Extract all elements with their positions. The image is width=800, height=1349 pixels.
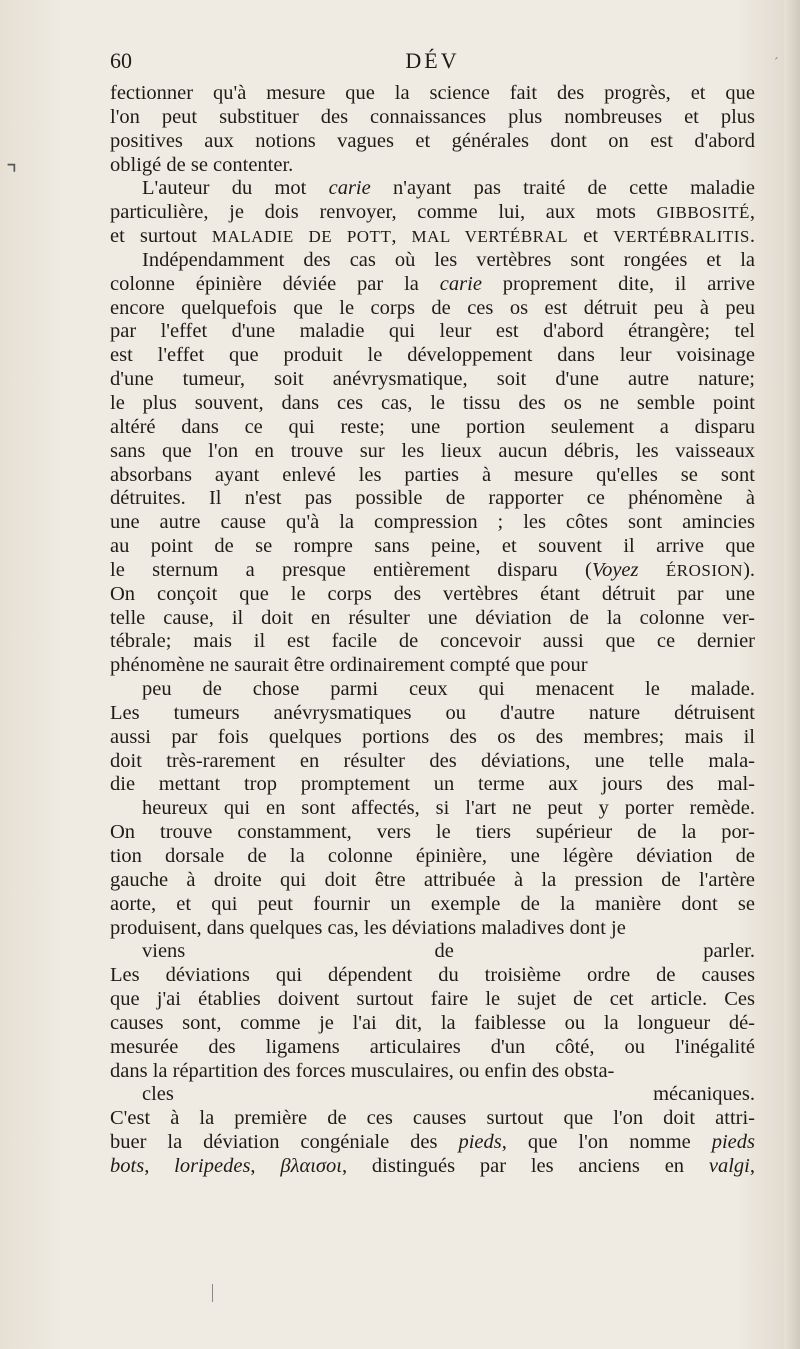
text-line: viens de parler. — [142, 940, 755, 963]
cross-reference-term: VERTÉBRALITIS — [613, 227, 750, 247]
text-line: fectionner qu'à mesure que la science fait des progrès, et que — [110, 82, 755, 104]
text-line: obligé de se contenter. — [110, 153, 294, 176]
margin-bracket-mark: ⌝ — [6, 162, 18, 188]
text-line: tion dorsale de la colonne épinière, une légère déviation de — [110, 845, 755, 867]
text-line: altéré dans ce qui reste; une portion seulement a disparu — [110, 415, 755, 438]
cross-reference-term: MAL VERTÉBRAL — [411, 227, 569, 247]
italic-term: pieds — [458, 1131, 502, 1154]
text-line: absorbans ayant enlevé les parties à mesure qu'elles se sont — [110, 463, 755, 486]
text-line: L'auteur du mot carie n'ayant pas traité de cette maladie — [142, 177, 755, 200]
text-line: produisent, dans quelques cas, les déviations maladives dont je — [110, 916, 626, 939]
text-line: On conçoit que le corps des vertèbres étant détruit par une — [110, 582, 755, 605]
text-line: au point de se rompre sans peine, et souvent il arrive que — [110, 535, 755, 558]
text-line: telle cause, il doit en résulter une déviation de la colonne ver- — [110, 606, 755, 629]
text-line: cles mécaniques. — [142, 1083, 755, 1106]
text-line: dans la répartition des forces musculaires, ou enfin des obsta- — [110, 1059, 615, 1082]
text-line: peu de chose parmi ceux qui menacent le malade. — [142, 678, 755, 701]
text-line: Les tumeurs anévrysmatiques ou d'autre nature détruisent — [110, 701, 755, 724]
text-line: gauche à droite qui doit être attribuée à la pression de l'artère — [110, 868, 755, 891]
text-line: aussi par fois quelques portions des os des membres; mais il — [110, 725, 755, 748]
text-line: bots, loripedes, βλαισοι, distingués par les anciens en valgi, — [110, 1154, 755, 1177]
text-line: sans que l'on en trouve sur les lieux aucun débris, les vaisseaux — [110, 439, 755, 462]
cross-reference-term: ÉROSION — [665, 560, 744, 580]
text-line: causes sont, comme je l'ai dit, la faiblesse ou la longueur dé- — [110, 1011, 755, 1034]
text-line: phénomène ne saurait être ordinairement compté que pour — [110, 654, 588, 677]
italic-term: carie — [439, 272, 482, 295]
text-line: le plus souvent, dans ces cas, le tissu des os ne semble point — [110, 391, 755, 414]
text-line: d'une tumeur, soit anévrysmatique, soit d'une autre nature; — [110, 368, 755, 391]
margin-tick-mark: ˊ — [774, 56, 779, 71]
text-line: l'on peut substituer des connaissances plus nombreuses et plus — [110, 105, 755, 128]
text-line: est l'effet que produit le développement dans leur voisinage — [110, 344, 755, 367]
text-line: positives aux notions vagues et générales dont on est d'abord — [110, 129, 755, 152]
page-header — [110, 48, 755, 78]
page-number: 60 — [110, 48, 132, 73]
italic-term: valgi — [708, 1154, 750, 1177]
text-line: et surtout MALADIE DE POTT, MAL VERTÉBRAL et VERTÉBRALITIS. — [110, 225, 755, 248]
text-line: On trouve constamment, vers le tiers supérieur de la por- — [110, 821, 755, 844]
text-line: détruites. Il n'est pas possible de rapporter ce phénomène à — [110, 487, 755, 510]
text-line: buer la déviation congéniale des pieds, que l'on nomme pieds — [110, 1131, 755, 1154]
text-line: heureux qui en sont affectés, si l'art ne peut y porter remède. — [142, 797, 755, 820]
italic-term: βλαισοι — [280, 1154, 342, 1177]
text-line: par l'effet d'une maladie qui leur est d'abord étrangère; tel — [110, 320, 755, 343]
text-line: le sternum a presque entièrement disparu (Voyez ÉROSION). — [110, 558, 756, 581]
cross-reference-term: GIBBOSITÉ — [656, 203, 750, 223]
text-line: tébrale; mais il est facile de concevoir aussi que ce dernier — [110, 630, 755, 653]
text-line: Indépendamment des cas où les vertèbres sont rongées et la — [142, 248, 755, 271]
text-line: C'est à la première de ces causes surtout que l'on doit attri- — [110, 1107, 755, 1130]
text-line: die mettant trop promptement un terme aux jours des mal- — [110, 773, 755, 796]
text-line: encore quelquefois que le corps de ces os est détruit peu à peu — [110, 296, 755, 319]
text-line: aorte, et qui peut fournir un exemple de la manière dont se — [110, 892, 755, 915]
text-line: Les déviations qui dépendent du troisième ordre de causes — [110, 964, 755, 987]
text-line: une autre cause qu'à la compression ; les côtes sont amincies — [110, 511, 755, 534]
body-text — [110, 82, 755, 1179]
text-line: mesurée des ligamens articulaires d'un côté, ou l'inégalité — [110, 1035, 755, 1058]
italic-term: loripedes — [174, 1154, 251, 1177]
text-line: que j'ai établies doivent surtout faire le sujet de cet article. Ces — [110, 988, 755, 1011]
italic-term: bots — [110, 1154, 145, 1177]
text-line: doit très-rarement en résulter des déviations, une telle mala- — [110, 749, 755, 772]
italic-term: pieds — [711, 1131, 755, 1154]
italic-term: carie — [328, 177, 371, 200]
text-line: particulière, je dois renvoyer, comme lui, aux mots GIBBOSITÉ, — [110, 201, 755, 224]
page-edge-shadow — [784, 0, 800, 1349]
text-line: colonne épinière déviée par la carie proprement dite, il arrive — [110, 272, 756, 295]
running-head: DÉV — [405, 48, 460, 73]
cross-reference-term: MALADIE DE POTT — [211, 227, 392, 247]
bottom-margin-mark — [212, 1284, 213, 1302]
italic-term: Voyez — [591, 558, 639, 581]
